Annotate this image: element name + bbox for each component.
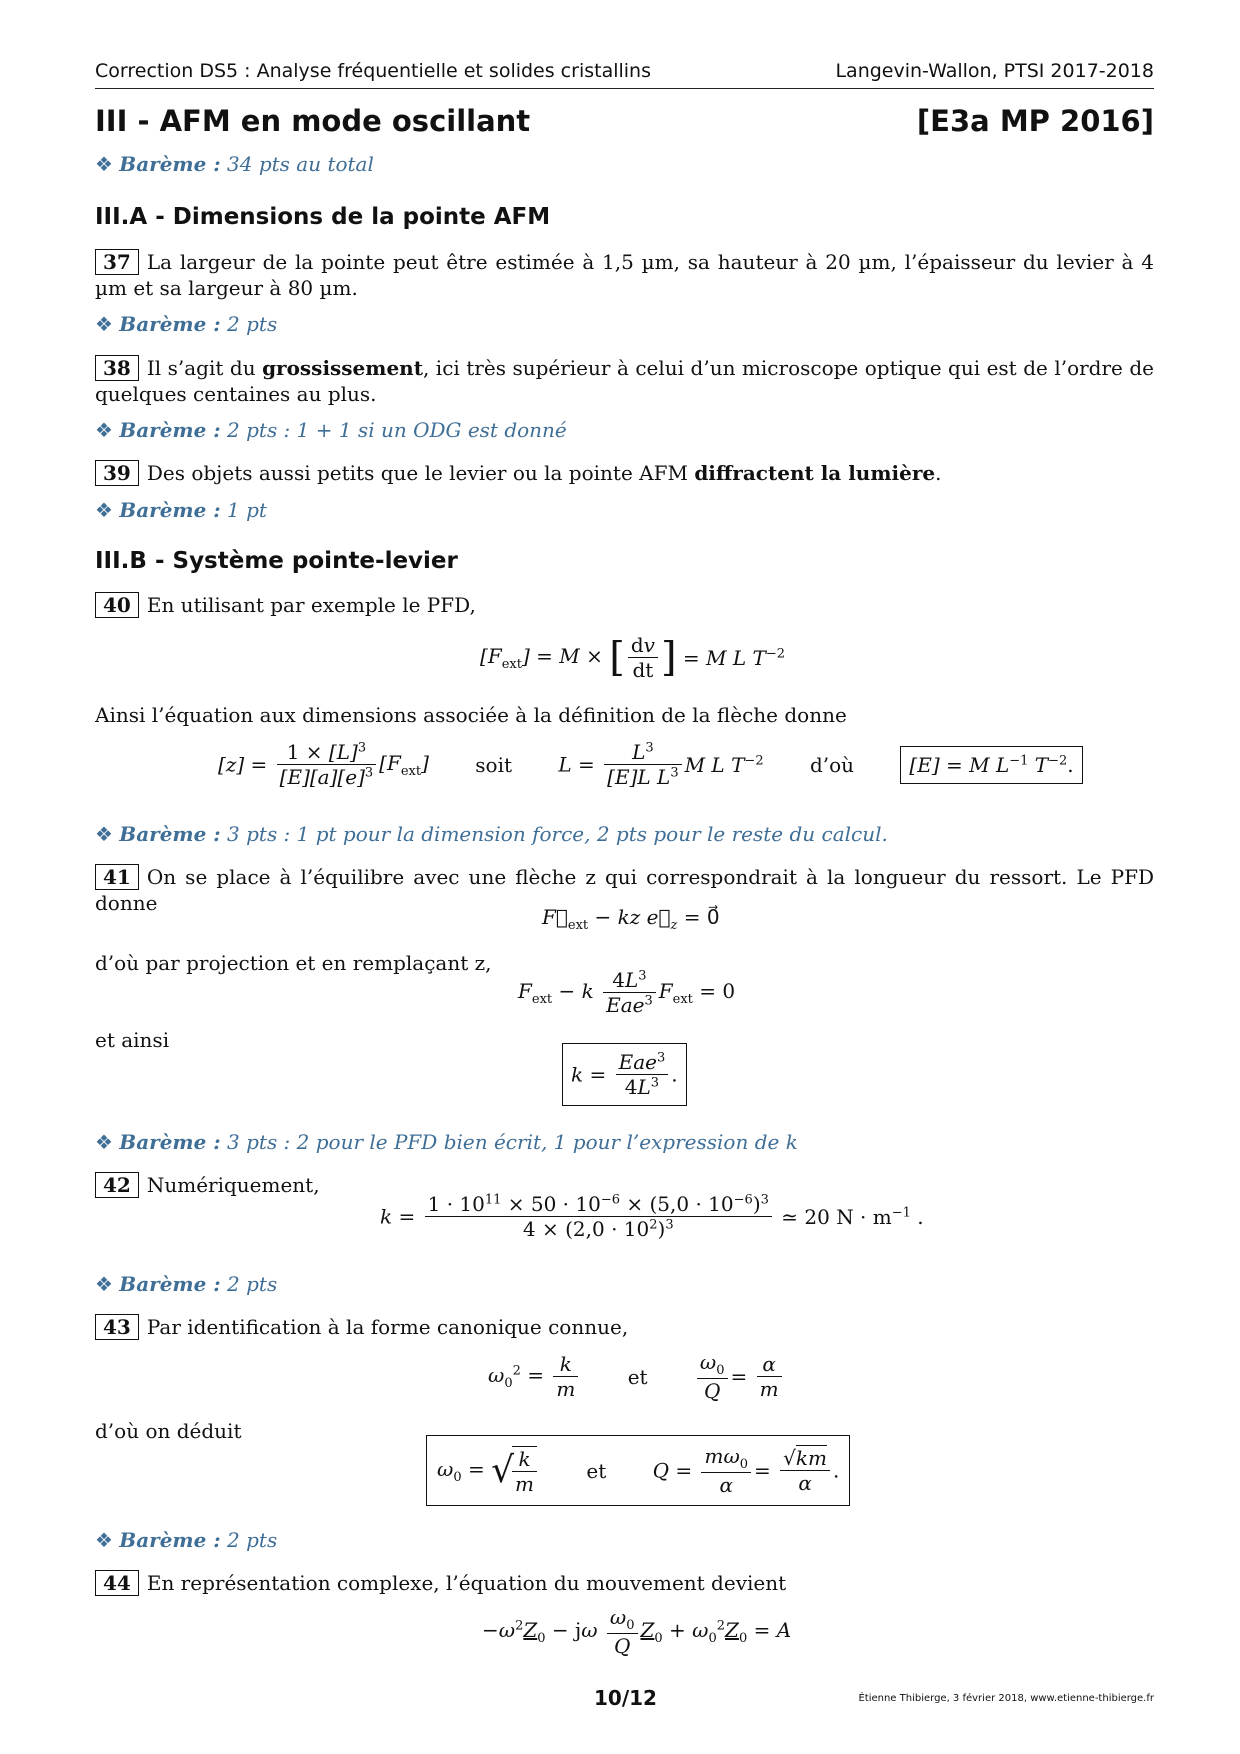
header-left: Correction DS5 : Analyse fréquentielle et solides cristallins <box>95 60 651 82</box>
bareme-bullet-icon: ❖ <box>95 498 113 522</box>
word-et-2: et <box>586 1458 607 1483</box>
subsection-a-title: III.A - Dimensions de la pointe AFM <box>95 204 551 230</box>
word-soit: soit <box>475 752 513 777</box>
section-source: [E3a MP 2016] <box>916 104 1154 138</box>
bareme-bullet-icon: ❖ <box>95 312 113 336</box>
equation-k-numeric: k = $\frac{1 \cdot 10^{11} \times 50 \cdot 10^{-6} \times (5,0 \cdot 10^{-6})^3}{4 \times (2,0 \cdot 10^2)^3}$ ≃ 20 $N \cdot m^{-1}$ . <box>380 1192 924 1241</box>
question-number: 44 <box>95 1570 139 1596</box>
bareme-label: Barème : <box>119 1272 221 1296</box>
question-number: 40 <box>95 592 139 618</box>
bareme-label: Barème : <box>119 1528 221 1552</box>
question-43 <box>95 1314 1154 1340</box>
bareme-value: 2 pts <box>227 1528 278 1552</box>
question-40-text2: Ainsi l’équation aux dimensions associée à la définition de la flèche donne <box>95 703 847 727</box>
question-bold: grossissement <box>262 356 423 380</box>
question-text: Il s’agit du <box>146 356 263 380</box>
equation-projection: $F_{ext} - k$ $\frac{4L^3}{Eae^3}$ $F_{ext} = 0$ <box>518 968 736 1017</box>
bareme-label: Barème : <box>119 418 221 442</box>
question-number: 42 <box>95 1172 139 1198</box>
word-dou: d’où <box>809 752 855 777</box>
question-number: 39 <box>95 460 139 486</box>
section-title: III - AFM en mode oscillant <box>95 104 531 138</box>
bareme-37 <box>95 312 277 336</box>
bareme-value: 2 pts <box>227 1272 278 1296</box>
word-et: et <box>627 1364 648 1389</box>
page-number: 10/12 <box>594 1686 657 1710</box>
question-text: Par identification à la forme canonique connue, <box>146 1315 629 1339</box>
bareme-total <box>95 152 374 176</box>
bareme-bullet-icon: ❖ <box>95 822 113 846</box>
question-41-text3: et ainsi <box>95 1028 170 1052</box>
equation-complex-motion: $-\omega^2Z_0 - j\omega$ $\frac{\omega_0}{Q}$ $Z_0 + \omega_0^2Z_0 = A$ <box>482 1605 792 1658</box>
question-number: 41 <box>95 864 139 890</box>
bareme-value: 3 pts : 1 pt pour la dimension force, 2 pts pour le reste du calcul. <box>227 822 888 846</box>
question-text-end: , ici très supérieur à celui d’un microscope optique qui est de l’ordre de quelques centaines au plus. <box>95 356 1154 406</box>
header-rule <box>95 88 1154 89</box>
bareme-42 <box>95 1272 277 1296</box>
question-number: 37 <box>95 249 139 275</box>
subsection-b-title: III.B - Système pointe-levier <box>95 548 458 574</box>
bareme-bullet-icon: ❖ <box>95 1130 113 1154</box>
question-43-text2: d’où on déduit <box>95 1419 242 1443</box>
bareme-label: Barème : <box>119 1130 221 1154</box>
bareme-bullet-icon: ❖ <box>95 1272 113 1296</box>
question-number: 38 <box>95 355 139 381</box>
bareme-label: Barème : <box>119 498 221 522</box>
question-40 <box>95 592 1154 618</box>
footer-credit: Étienne Thibierge, 3 février 2018, www.etienne-thibierge.fr <box>858 1693 1154 1704</box>
bareme-value: 1 pt <box>227 498 267 522</box>
bareme-41 <box>95 1130 798 1154</box>
bareme-label: Barème : <box>119 822 221 846</box>
bareme-label: Barème : <box>119 152 221 176</box>
equation-omega0-Q: $\omega_0$ = √ $\frac{k}{m}$ et Q = $\frac{m\omega_0}{\alpha}$ = $\frac{√km}{\alpha}$ . <box>426 1435 850 1506</box>
bareme-43 <box>95 1528 277 1552</box>
question-bold: diffractent la lumière <box>694 461 936 485</box>
question-text: En représentation complexe, l’équation du mouvement devient <box>146 1571 787 1595</box>
bareme-value: 3 pts : 2 pour le PFD bien écrit, 1 pour l’expression de k <box>227 1130 798 1154</box>
equation-E-dimension: [z] = $\frac{1 \times [L]^3}{[E][a][e]^3}$ $[F_{ext}]$ soit L = $\frac{L^3}{[E]L L^3}$ M L $T^{-2}$ d’où [E] = M $L^{-1}$ $T^{-2}$. <box>218 740 1038 789</box>
bareme-39 <box>95 498 267 522</box>
question-37 <box>95 249 1154 301</box>
bareme-value: 2 pts <box>227 312 278 336</box>
bareme-40 <box>95 822 888 846</box>
question-text: La largeur de la pointe peut être estimée à 1,5 µm, sa hauteur à 20 µm, l’épaisseur du levier à 4 µm et sa largeur à 80 µm. <box>95 250 1154 300</box>
question-text: En utilisant par exemple le PFD, <box>146 593 476 617</box>
equation-canonical-identification: $\omega_0^2$ = $\frac{k}{m}$ et $\frac{\omega_0}{Q}$ = $\frac{\alpha}{m}$ <box>488 1350 785 1403</box>
question-number: 43 <box>95 1314 139 1340</box>
bareme-value: 34 pts au total <box>227 152 374 176</box>
question-text: Numériquement, <box>146 1173 320 1197</box>
bareme-bullet-icon: ❖ <box>95 1528 113 1552</box>
bareme-value: 2 pts : 1 + 1 si un ODG est donné <box>227 418 567 442</box>
equation-force-dimension: $[F_{ext}] = M$ × [ $\frac{dv}{dt}$ ] = M L $T^{-2}$ <box>480 633 786 682</box>
question-38 <box>95 355 1154 407</box>
question-text-end: . <box>935 461 942 485</box>
bareme-38 <box>95 418 567 442</box>
bareme-bullet-icon: ❖ <box>95 418 113 442</box>
question-text: Des objets aussi petits que le levier ou la pointe AFM <box>146 461 695 485</box>
bareme-bullet-icon: ❖ <box>95 152 113 176</box>
question-39 <box>95 460 1154 486</box>
question-44 <box>95 1570 1154 1596</box>
question-41-text2: d’où par projection et en remplaçant z, <box>95 951 492 975</box>
bareme-label: Barème : <box>119 312 221 336</box>
question-text: On se place à l’équilibre avec une flèche z qui correspondrait à la longueur du ressort. Le PFD donne <box>95 865 1154 915</box>
equation-pfd: $F⃗_{ext}$ − kz $e⃗_z$ = 0⃗ <box>542 905 720 933</box>
equation-k-expression: k = $\frac{Eae^3}{4L^3}$ . <box>562 1043 687 1106</box>
header-right: Langevin-Wallon, PTSI 2017-2018 <box>835 60 1154 82</box>
